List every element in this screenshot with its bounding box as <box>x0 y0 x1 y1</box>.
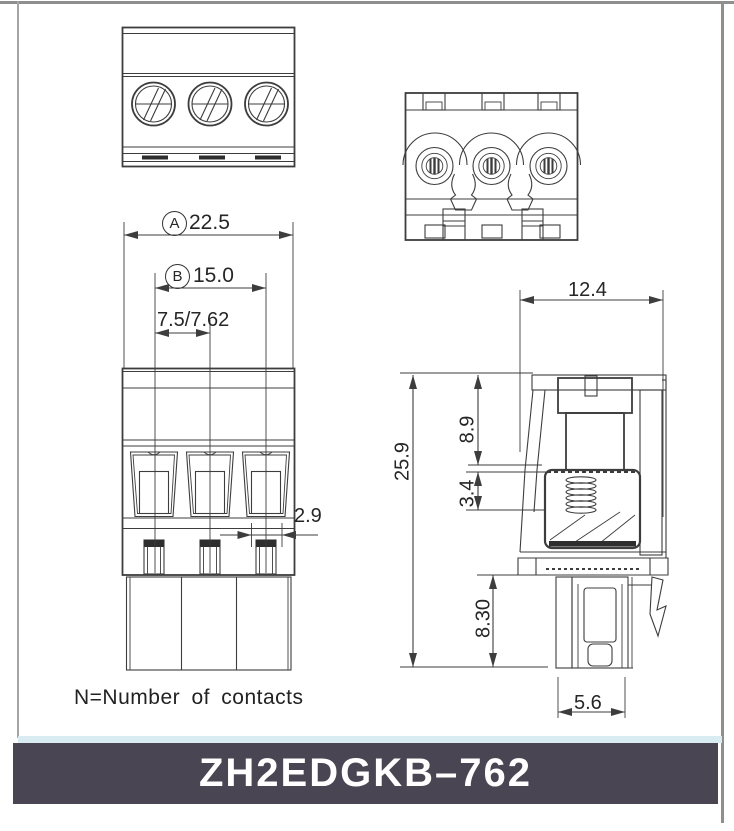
dim-pin-gap-value: 2.9 <box>294 505 322 527</box>
dim-plug-depth-value: 12.4 <box>568 279 607 301</box>
top-latch-tabs <box>423 93 560 110</box>
plug-screw-port-1 <box>416 148 453 185</box>
section-view <box>518 375 668 668</box>
datum-b-label: B <box>165 264 190 289</box>
dim-overall-height-value: 25.9 <box>391 442 414 481</box>
dim-overall-width-value: 22.5 <box>189 211 230 234</box>
dim-screw-zone-value: 8.9 <box>456 415 479 444</box>
dim-pitch-value: 7.5/7.62 <box>157 309 230 331</box>
dim-pin-length-value: 8.30 <box>472 599 495 638</box>
screw-head-2 <box>189 83 232 126</box>
header-front-view <box>123 28 295 167</box>
section-view-dimensions <box>400 290 663 718</box>
dim-pin-base-width-value: 5.6 <box>574 692 602 714</box>
contacts-note: N=Number of contacts <box>74 686 304 709</box>
solder-pin-section <box>556 577 652 668</box>
plug-face-view <box>403 93 581 240</box>
screw-head-3 <box>245 83 288 126</box>
dim-pin-span-value: 15.0 <box>193 264 234 287</box>
bottom-latch-tabs <box>425 209 560 240</box>
part-number-banner <box>13 743 718 804</box>
clamp-spring <box>566 477 596 513</box>
datum-a-label: A <box>162 211 187 236</box>
screw-head-1 <box>132 83 175 126</box>
dim-clamp-zone-value: 3.4 <box>456 479 479 508</box>
funnel-slot-1 <box>451 174 477 210</box>
plug-front-view <box>123 369 295 671</box>
plug-screw-port-2 <box>473 148 510 185</box>
part-number: ZH2EDGKB–762 <box>198 751 532 795</box>
funnel-slot-2 <box>507 174 533 210</box>
plug-screw-port-3 <box>530 148 567 185</box>
accent-strip <box>18 736 722 743</box>
wire-slot-1 <box>131 452 178 517</box>
